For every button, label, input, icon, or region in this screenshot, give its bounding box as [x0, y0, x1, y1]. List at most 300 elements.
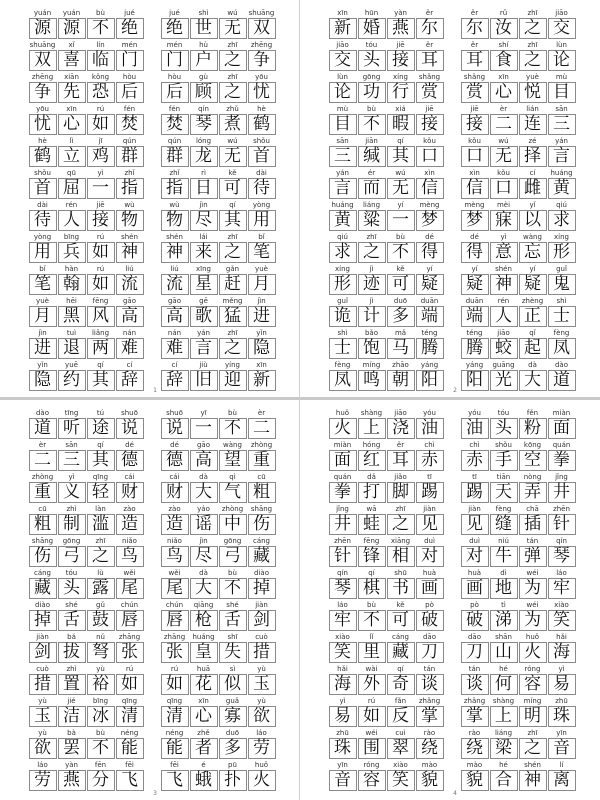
character-cell	[489, 360, 518, 391]
idiom	[160, 472, 276, 503]
idiom-row	[328, 600, 576, 631]
character-cell	[547, 728, 576, 759]
character-cell	[386, 568, 415, 599]
character-cell	[489, 104, 518, 135]
hanzi-box: 为	[519, 610, 547, 631]
idiom	[328, 600, 444, 631]
hanzi-box: 屈	[58, 178, 86, 199]
pinyin-label: dì	[500, 569, 507, 577]
pinyin-label: yǐn	[256, 329, 267, 337]
character-cell	[86, 536, 115, 567]
pinyin-label: wàng	[523, 233, 542, 241]
hanzi-box: 得	[461, 242, 489, 263]
character-cell	[218, 632, 247, 663]
hanzi-box: 唇	[161, 610, 189, 631]
character-cell	[415, 440, 444, 471]
hanzi-box: 措	[248, 642, 276, 663]
hanzi-box: 貌	[461, 770, 489, 791]
idiom	[28, 40, 144, 71]
pinyin-label: cái	[124, 473, 135, 481]
idiom	[328, 632, 444, 663]
character-cell	[247, 504, 276, 535]
character-cell	[218, 168, 247, 199]
character-cell	[489, 200, 518, 231]
idiom	[28, 168, 144, 199]
character-cell	[386, 760, 415, 791]
character-cell	[357, 136, 386, 167]
idiom-row	[28, 328, 276, 359]
pinyin-label: jì	[369, 265, 374, 273]
character-cell	[160, 360, 189, 391]
hanzi-box: 笑	[387, 770, 415, 791]
character-cell	[28, 104, 57, 135]
pinyin-label: niǎo	[167, 537, 182, 545]
character-cell	[160, 168, 189, 199]
hanzi-box: 二	[490, 114, 518, 135]
pinyin-label: shǎng	[463, 73, 486, 81]
character-cell	[547, 168, 576, 199]
pinyin-label: gōng	[362, 73, 381, 81]
pinyin-label: rǔ	[499, 9, 508, 17]
character-cell	[28, 200, 57, 231]
hanzi-box: 耳	[387, 450, 415, 471]
hanzi-box: 音	[548, 738, 576, 759]
pinyin-label: mào	[466, 761, 483, 769]
character-cell	[547, 440, 576, 471]
idiom	[28, 760, 144, 791]
pinyin-label: lùn	[556, 41, 567, 49]
character-cell	[460, 328, 489, 359]
hanzi-box: 物	[116, 210, 144, 231]
pinyin-label: yòng	[252, 201, 271, 209]
hanzi-box: 张	[116, 642, 144, 663]
character-cell	[247, 40, 276, 71]
pinyin-label: shǒu	[253, 137, 270, 145]
hanzi-box: 大	[519, 370, 547, 391]
idiom	[160, 504, 276, 535]
pinyin-label: qǐ	[529, 329, 536, 337]
character-cell	[57, 568, 86, 599]
character-cell	[189, 728, 218, 759]
hanzi-box: 黄	[548, 178, 576, 199]
character-cell	[57, 136, 86, 167]
pinyin-label: liáng	[494, 729, 513, 737]
hanzi-box: 赏	[416, 82, 444, 103]
hanzi-box: 迎	[219, 370, 247, 391]
character-cell	[115, 8, 144, 39]
character-cell	[460, 72, 489, 103]
hanzi-box: 蛾	[190, 770, 218, 791]
pinyin-label: jié	[67, 697, 76, 705]
hanzi-box: 掌	[416, 706, 444, 727]
character-cell	[547, 360, 576, 391]
pinyin-label: dà	[199, 569, 208, 577]
idiom-grid	[328, 8, 576, 392]
pinyin-label: wú	[227, 137, 238, 145]
character-cell	[460, 504, 489, 535]
idiom-row	[28, 136, 276, 167]
pinyin-label: zhū	[555, 697, 568, 705]
hanzi-box: 义	[58, 482, 86, 503]
pinyin-label: lín	[96, 41, 105, 49]
pinyin-label: guǎ	[225, 697, 240, 705]
hanzi-box: 先	[58, 82, 86, 103]
hanzi-box: 暇	[387, 114, 415, 135]
hanzi-box: 户	[190, 50, 218, 71]
hanzi-box: 计	[358, 306, 386, 327]
pinyin-label: lái	[199, 233, 208, 241]
hanzi-box: 无	[219, 146, 247, 167]
character-cell	[328, 440, 357, 471]
hanzi-box: 二	[248, 418, 276, 439]
idiom-row	[328, 264, 576, 295]
character-cell	[247, 760, 276, 791]
character-cell	[547, 632, 576, 663]
character-cell	[57, 328, 86, 359]
hanzi-box: 剑	[29, 642, 57, 663]
pinyin-label: xíng	[335, 265, 350, 273]
hanzi-box: 目	[548, 82, 576, 103]
character-cell	[518, 472, 547, 503]
hanzi-box: 鸟	[116, 546, 144, 567]
character-cell	[247, 472, 276, 503]
hanzi-box: 可	[387, 274, 415, 295]
hanzi-box: 里	[358, 642, 386, 663]
hanzi-box: 人	[58, 210, 86, 231]
pinyin-label: shī	[227, 633, 238, 641]
pinyin-label: dé	[170, 441, 179, 449]
hanzi-box: 为	[519, 578, 547, 599]
pinyin-label: néng	[120, 729, 139, 737]
character-cell	[218, 200, 247, 231]
character-cell	[518, 136, 547, 167]
pinyin-label: wài	[365, 665, 378, 673]
pinyin-label: gōng	[223, 537, 242, 545]
pinyin-label: cái	[169, 473, 180, 481]
character-cell	[460, 408, 489, 439]
idiom	[328, 8, 444, 39]
pinyin-label: jiāo	[394, 409, 407, 417]
idiom-row	[28, 8, 276, 39]
pinyin-label: hè	[38, 137, 47, 145]
idiom	[460, 360, 576, 391]
character-cell	[328, 408, 357, 439]
pinyin-label: rén	[497, 297, 510, 305]
pinyin-label: yīn	[337, 761, 348, 769]
pinyin-label: duì	[469, 537, 480, 545]
character-cell	[218, 408, 247, 439]
pinyin-label: zhī	[227, 233, 238, 241]
hanzi-box: 凤	[329, 370, 357, 391]
hanzi-box: 之	[387, 514, 415, 535]
pinyin-label: fèng	[334, 361, 351, 369]
hanzi-box: 火	[519, 642, 547, 663]
hanzi-box: 心	[58, 114, 86, 135]
pinyin-label: dà	[528, 361, 537, 369]
hanzi-box: 唇	[116, 610, 144, 631]
character-cell	[460, 600, 489, 631]
idiom	[160, 696, 276, 727]
hanzi-box: 端	[461, 306, 489, 327]
character-cell	[28, 632, 57, 663]
hanzi-box: 洁	[58, 706, 86, 727]
idiom-row	[28, 760, 276, 791]
character-cell	[247, 696, 276, 727]
pinyin-label: zhèng	[521, 297, 544, 305]
character-cell	[189, 568, 218, 599]
pinyin-label: shén	[524, 761, 541, 769]
character-cell	[160, 200, 189, 231]
hanzi-box: 上	[358, 418, 386, 439]
character-cell	[160, 632, 189, 663]
hanzi-box: 心	[190, 706, 218, 727]
hanzi-box: 劳	[248, 738, 276, 759]
hanzi-box: 手	[490, 450, 518, 471]
character-cell	[57, 104, 86, 135]
hanzi-box: 谈	[416, 674, 444, 695]
idiom-row	[28, 696, 276, 727]
hanzi-box: 汝	[490, 18, 518, 39]
character-cell	[415, 8, 444, 39]
pinyin-label: xǐ	[68, 41, 75, 49]
hanzi-box: 不	[387, 242, 415, 263]
character-cell	[547, 536, 576, 567]
idiom	[28, 504, 144, 535]
idiom	[160, 760, 276, 791]
hanzi-box: 择	[519, 146, 547, 167]
character-cell	[57, 728, 86, 759]
pinyin-label: wú	[498, 137, 509, 145]
pinyin-label: xīng	[196, 265, 211, 273]
character-cell	[357, 408, 386, 439]
character-cell	[247, 168, 276, 199]
hanzi-box: 琴	[190, 114, 218, 135]
page-number: 1	[153, 387, 157, 394]
character-cell	[28, 232, 57, 263]
worksheet-page	[0, 400, 300, 800]
character-cell	[160, 440, 189, 471]
hanzi-box: 弓	[58, 546, 86, 567]
hanzi-box: 辞	[161, 370, 189, 391]
pinyin-label: zhēn	[334, 537, 351, 545]
pinyin-label: xīn	[66, 105, 77, 113]
character-cell	[86, 600, 115, 631]
idiom	[160, 664, 276, 695]
pinyin-label: jiāo	[336, 41, 349, 49]
character-cell	[386, 232, 415, 263]
pinyin-label: láo	[37, 761, 48, 769]
hanzi-box: 轻	[87, 482, 115, 503]
idiom	[460, 232, 576, 263]
character-cell	[547, 72, 576, 103]
pinyin-label: qí	[97, 441, 104, 449]
pinyin-label: tán	[468, 665, 481, 673]
pinyin-label: fén	[123, 105, 136, 113]
hanzi-box: 歌	[190, 306, 218, 327]
hanzi-box: 面	[329, 450, 357, 471]
character-cell	[189, 664, 218, 695]
pinyin-label: fǎn	[394, 697, 407, 705]
pinyin-label: fēng	[363, 537, 380, 545]
hanzi-box: 枪	[190, 610, 218, 631]
pinyin-label: tuì	[66, 329, 77, 337]
pinyin-label: fēi	[170, 761, 179, 769]
character-cell	[328, 168, 357, 199]
character-cell	[415, 760, 444, 791]
pinyin-label: yòng	[33, 233, 52, 241]
hanzi-box: 一	[87, 178, 115, 199]
hanzi-box: 流	[161, 274, 189, 295]
character-cell	[189, 136, 218, 167]
character-cell	[518, 600, 547, 631]
pinyin-label: shén	[166, 233, 183, 241]
idiom-row	[28, 664, 276, 695]
pinyin-label: ěr	[425, 41, 434, 49]
pinyin-label: tóu	[365, 41, 378, 49]
pinyin-label: yì	[558, 665, 565, 673]
pinyin-label: wā	[366, 505, 377, 513]
hanzi-box: 掉	[29, 610, 57, 631]
hanzi-box: 燕	[387, 18, 415, 39]
hanzi-box: 刀	[416, 642, 444, 663]
pinyin-label: néng	[165, 729, 184, 737]
character-cell	[328, 360, 357, 391]
pinyin-label: kě	[396, 601, 405, 609]
pinyin-label: lián	[526, 105, 539, 113]
pinyin-label: cí	[171, 361, 178, 369]
idiom	[28, 568, 144, 599]
idiom-row	[28, 72, 276, 103]
hanzi-box: 论	[329, 82, 357, 103]
hanzi-box: 掉	[248, 578, 276, 599]
hanzi-box: 首	[29, 178, 57, 199]
character-cell	[489, 632, 518, 663]
hanzi-box: 舌	[219, 610, 247, 631]
pinyin-label: guǐ	[556, 265, 567, 273]
character-cell	[28, 328, 57, 359]
character-cell	[415, 536, 444, 567]
pinyin-label: qín	[556, 537, 567, 545]
hanzi-box: 其	[219, 210, 247, 231]
hanzi-box: 绝	[116, 18, 144, 39]
hanzi-box: 牢	[329, 610, 357, 631]
character-cell	[547, 40, 576, 71]
idiom	[460, 600, 576, 631]
hanzi-box: 约	[58, 370, 86, 391]
hanzi-box: 世	[190, 18, 218, 39]
pinyin-label: nán	[122, 329, 137, 337]
idiom-row	[328, 408, 576, 439]
character-cell	[57, 232, 86, 263]
pinyin-label: shuō	[166, 409, 183, 417]
pinyin-label: chì	[469, 441, 480, 449]
pinyin-label: yù	[257, 665, 266, 673]
hanzi-box: 腾	[416, 338, 444, 359]
pinyin-label: mèi	[496, 201, 511, 209]
character-cell	[28, 264, 57, 295]
character-cell	[218, 8, 247, 39]
character-cell	[518, 632, 547, 663]
pinyin-label: huáng	[331, 201, 354, 209]
idiom	[328, 536, 444, 567]
hanzi-box: 重	[29, 482, 57, 503]
idiom	[328, 296, 444, 327]
pinyin-label: dé	[470, 233, 479, 241]
pinyin-label: láo	[556, 569, 567, 577]
pinyin-label: dài	[256, 169, 267, 177]
character-cell	[57, 632, 86, 663]
hanzi-box: 鹤	[248, 114, 276, 135]
character-cell	[547, 600, 576, 631]
character-cell	[460, 360, 489, 391]
pinyin-label: zhì	[66, 665, 77, 673]
pinyin-label: qīng	[92, 473, 109, 481]
pinyin-label: hàn	[64, 265, 79, 273]
pinyin-label: shì	[337, 329, 348, 337]
character-cell	[460, 696, 489, 727]
character-cell	[518, 664, 547, 695]
character-cell	[218, 536, 247, 567]
pinyin-label: rú	[96, 105, 105, 113]
character-cell	[189, 200, 218, 231]
pinyin-label: sān	[555, 105, 568, 113]
character-cell	[247, 568, 276, 599]
pinyin-label: zhǎng	[463, 697, 486, 705]
hanzi-box: 之	[219, 242, 247, 263]
character-cell	[160, 472, 189, 503]
pinyin-label: jiāo	[497, 329, 510, 337]
pinyin-label: mù	[555, 73, 568, 81]
character-cell	[115, 200, 144, 231]
character-cell	[415, 72, 444, 103]
idiom-row	[328, 232, 576, 263]
character-cell	[460, 168, 489, 199]
pinyin-label: shén	[121, 233, 138, 241]
idiom	[460, 632, 576, 663]
character-cell	[518, 360, 547, 391]
character-cell	[328, 264, 357, 295]
pinyin-label: tú	[96, 409, 105, 417]
character-cell	[189, 104, 218, 135]
character-cell	[518, 104, 547, 135]
character-cell	[160, 600, 189, 631]
character-cell	[28, 472, 57, 503]
hanzi-box: 旧	[190, 370, 218, 391]
character-cell	[28, 504, 57, 535]
hanzi-box: 书	[387, 578, 415, 599]
hanzi-box: 意	[490, 242, 518, 263]
hanzi-box: 打	[358, 482, 386, 503]
idiom-row	[28, 728, 276, 759]
hanzi-box: 猛	[219, 306, 247, 327]
character-cell	[547, 568, 576, 599]
character-cell	[357, 472, 386, 503]
character-cell	[547, 264, 576, 295]
idiom	[328, 360, 444, 391]
character-cell	[518, 8, 547, 39]
pinyin-label: rào	[423, 729, 436, 737]
idiom	[28, 136, 144, 167]
character-cell	[160, 8, 189, 39]
hanzi-box: 端	[416, 306, 444, 327]
pinyin-label: cuò	[255, 633, 268, 641]
pinyin-label: duō	[393, 297, 408, 305]
character-cell	[489, 696, 518, 727]
hanzi-box: 神	[490, 274, 518, 295]
hanzi-box: 用	[248, 210, 276, 231]
character-cell	[86, 264, 115, 295]
hanzi-box: 不	[87, 738, 115, 759]
